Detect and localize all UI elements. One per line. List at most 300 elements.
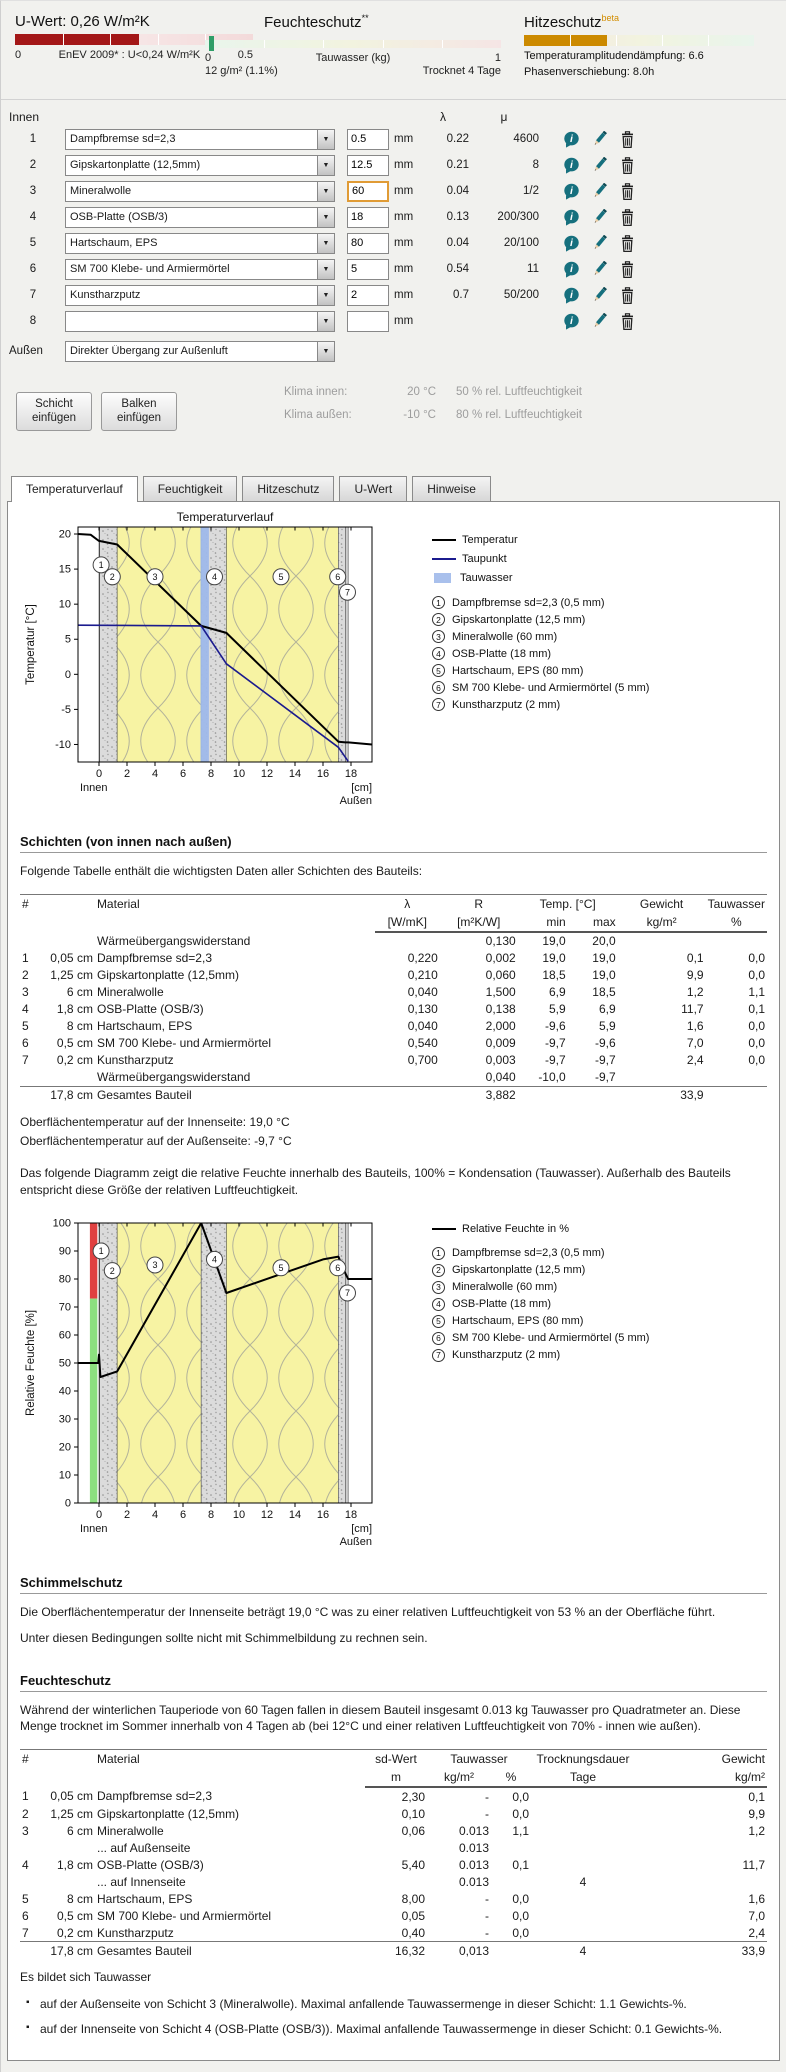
info-icon[interactable] bbox=[557, 157, 585, 174]
chevron-down-icon[interactable]: ▼ bbox=[317, 286, 334, 305]
svg-text:2: 2 bbox=[109, 1265, 115, 1276]
svg-text:30: 30 bbox=[58, 1413, 71, 1426]
layer-label-item bbox=[432, 630, 649, 643]
cell: 33,9 bbox=[618, 1086, 706, 1104]
legend-item bbox=[432, 553, 649, 565]
chevron-down-icon[interactable]: ▼ bbox=[317, 156, 334, 175]
thickness-input[interactable] bbox=[347, 311, 389, 332]
cell: Mineralwolle bbox=[97, 1823, 164, 1838]
cell bbox=[491, 1942, 531, 1960]
cell bbox=[365, 1839, 427, 1856]
layer-number-badge: 6 bbox=[432, 681, 445, 694]
cell: Wärmeübergangswiderstand bbox=[96, 933, 251, 948]
cell: 8 cm bbox=[66, 1019, 93, 1034]
layer-number-badge: 1 bbox=[432, 596, 445, 609]
table-row bbox=[20, 1822, 767, 1839]
cell: Dampfbremse sd=2,3 bbox=[96, 951, 212, 966]
cell: 0,0 bbox=[512, 1908, 529, 1923]
material-select[interactable] bbox=[65, 259, 335, 280]
table-head bbox=[20, 894, 767, 932]
cell: ... auf Innenseite bbox=[97, 1874, 186, 1889]
cell bbox=[531, 1890, 635, 1907]
layer-label: Hartschaum, EPS (80 mm) bbox=[452, 664, 584, 677]
svg-text:90: 90 bbox=[58, 1245, 71, 1258]
tab-feuchtigkeit[interactable]: Feuchtigkeit bbox=[143, 476, 238, 501]
cell bbox=[531, 1787, 635, 1805]
feucht-scale-label: Tauwasser (kg) bbox=[315, 52, 391, 64]
svg-text:Temperatur [°C]: Temperatur [°C] bbox=[25, 604, 37, 685]
svg-text:Innen: Innen bbox=[80, 782, 108, 794]
layer-label-item bbox=[432, 1315, 649, 1328]
chevron-down-icon[interactable]: ▼ bbox=[317, 312, 334, 331]
svg-text:-10: -10 bbox=[55, 738, 71, 751]
svg-text:i: i bbox=[569, 288, 573, 301]
cell: 0,138 bbox=[485, 1002, 516, 1017]
cell: 16,32 bbox=[365, 1942, 427, 1960]
layer-label: Gipskartonplatte (12,5 mm) bbox=[452, 1264, 586, 1277]
tauwasser-bullet: ▪ auf der Außenseite von Schicht 3 (Mineralwolle). Maximal anfallende Tauwassermenge in dieser Schicht: 1.1 Gewichts-%. bbox=[26, 1996, 767, 2013]
layer-number: 4 bbox=[29, 211, 37, 223]
table-row bbox=[20, 1069, 767, 1087]
cell: 0.013 bbox=[458, 1857, 489, 1872]
column-header: Material bbox=[97, 1752, 140, 1767]
cell bbox=[635, 1873, 767, 1890]
pencil-icon[interactable] bbox=[585, 183, 613, 200]
cell: Dampfbremse sd=2,3 bbox=[97, 1789, 213, 1804]
cell: Gesamtes Bauteil bbox=[95, 1942, 365, 1960]
result-panel bbox=[7, 501, 780, 2061]
layer-label: Gipskartonplatte (12,5 mm) bbox=[452, 613, 586, 626]
temperature-chart-block bbox=[20, 510, 767, 808]
cell: 0,05 cm bbox=[50, 951, 93, 966]
editor-header-row bbox=[1, 108, 786, 126]
cell: 17,8 cm bbox=[40, 1942, 95, 1960]
aussen-select-value: Direkter Übergang zur Außenluft bbox=[70, 345, 228, 357]
unit-label: mm bbox=[394, 289, 414, 301]
hitzeschutz-title: Hitzeschutz bbox=[524, 14, 602, 31]
layer-row bbox=[1, 232, 786, 254]
svg-text:100: 100 bbox=[52, 1217, 71, 1230]
cell: 1,1 bbox=[512, 1823, 529, 1838]
cell: 0,540 bbox=[407, 1036, 438, 1051]
unit-label: mm bbox=[394, 211, 414, 223]
add-layer-button[interactable]: Schicht einfügen bbox=[16, 392, 92, 431]
total-row bbox=[20, 1086, 767, 1104]
svg-text:Innen: Innen bbox=[80, 1522, 108, 1535]
trash-icon[interactable] bbox=[613, 131, 641, 148]
svg-text:i: i bbox=[569, 262, 573, 275]
humidity-chart bbox=[20, 1213, 390, 1549]
cell: SM 700 Klebe- und Armiermörtel bbox=[96, 1036, 272, 1051]
uwert-scale-min: 0 bbox=[15, 49, 22, 61]
hitzeschutz-gauge bbox=[524, 13, 754, 78]
hitzeschutz-beta-badge: beta bbox=[601, 13, 620, 23]
column-header: sd-Wert bbox=[375, 1752, 417, 1767]
cell: 6,9 bbox=[598, 1002, 616, 1017]
tab-u-wert[interactable]: U-Wert bbox=[339, 476, 407, 501]
table-row bbox=[20, 967, 767, 984]
chevron-down-icon[interactable]: ▼ bbox=[317, 342, 334, 361]
svg-text:10: 10 bbox=[58, 1469, 71, 1482]
table-body bbox=[20, 1787, 767, 1959]
info-icon[interactable] bbox=[557, 235, 585, 252]
cell bbox=[40, 932, 95, 950]
chevron-down-icon[interactable]: ▼ bbox=[317, 234, 334, 253]
layer-label-item bbox=[432, 664, 649, 677]
layer-label-item bbox=[432, 613, 649, 626]
trash-icon[interactable] bbox=[613, 157, 641, 174]
material-select-value: Gipskartonplatte (12,5mm) bbox=[70, 159, 201, 171]
layer-label-item bbox=[432, 1264, 649, 1277]
svg-text:4: 4 bbox=[151, 1508, 159, 1521]
cell bbox=[618, 1069, 706, 1087]
layer-number: 8 bbox=[29, 315, 37, 327]
material-select[interactable] bbox=[65, 129, 335, 150]
layer-number-badge: 4 bbox=[432, 647, 445, 660]
cell: 1,8 cm bbox=[56, 1002, 93, 1017]
cell: 2 bbox=[22, 968, 29, 983]
cell: -9,6 bbox=[594, 1036, 616, 1051]
layer-label: OSB-Platte (18 mm) bbox=[452, 1298, 552, 1311]
cell: 0,2 cm bbox=[56, 1053, 93, 1068]
uwert-title: U-Wert: 0,26 W/m²K bbox=[15, 13, 150, 30]
trash-icon[interactable] bbox=[613, 287, 641, 304]
layer-number-badge: 1 bbox=[432, 1247, 445, 1260]
uwert-scale-max: 0.5 bbox=[237, 49, 253, 61]
material-select-value: Mineralwolle bbox=[70, 185, 132, 197]
cell: 0,0 bbox=[512, 1789, 529, 1804]
tauwasser-band bbox=[201, 527, 209, 762]
table-row bbox=[20, 1890, 767, 1907]
info-icon[interactable] bbox=[557, 287, 585, 304]
feuchteschutz-heading: Feuchteschutz bbox=[20, 1673, 767, 1692]
feuchteschutz-table bbox=[20, 1749, 767, 1959]
cell: 19,0 bbox=[542, 934, 566, 949]
svg-text:4: 4 bbox=[211, 1254, 218, 1265]
svg-text:-5: -5 bbox=[61, 703, 71, 716]
cell: - bbox=[485, 1806, 489, 1821]
layer-number-badge: 3 bbox=[432, 630, 445, 643]
tab-hinweise[interactable]: Hinweise bbox=[412, 476, 491, 501]
table-row bbox=[20, 1924, 767, 1942]
cell: 2,4 bbox=[748, 1925, 765, 1940]
cell bbox=[568, 1086, 618, 1104]
pencil-icon[interactable] bbox=[585, 209, 613, 226]
legend-label: Temperatur bbox=[462, 534, 518, 546]
result-tabs bbox=[1, 476, 786, 501]
cell: 0,0 bbox=[748, 1036, 765, 1051]
svg-text:1: 1 bbox=[98, 1246, 104, 1257]
lambda-value: 0.21 bbox=[446, 159, 469, 171]
layer-number-badge: 7 bbox=[432, 698, 445, 711]
cell bbox=[20, 1942, 40, 1960]
thickness-input[interactable] bbox=[347, 181, 389, 202]
column-header: Trocknungsdauer bbox=[536, 1752, 630, 1767]
layer-label: Hartschaum, EPS (80 mm) bbox=[452, 1315, 584, 1328]
schimmelschutz-p1: Die Oberflächentemperatur der Innenseite beträgt 19,0 °C was zu einer relativen Luftfeuchtigkeit von 53 % an der Oberfläche führt. bbox=[20, 1604, 716, 1619]
layer-label-item bbox=[432, 698, 649, 711]
material-select[interactable] bbox=[65, 181, 335, 202]
cell: OSB-Platte (OSB/3) bbox=[96, 1002, 204, 1017]
cell: 0,0 bbox=[512, 1925, 529, 1940]
aussen-select[interactable] bbox=[65, 341, 335, 362]
info-icon[interactable] bbox=[557, 313, 585, 330]
column-header: % bbox=[706, 913, 767, 932]
column-header: R bbox=[474, 896, 484, 911]
cell: 11,7 bbox=[681, 1002, 704, 1017]
add-beam-button[interactable]: Balken einfügen bbox=[101, 392, 177, 431]
cell: 0,040 bbox=[407, 985, 438, 1000]
trash-icon[interactable] bbox=[613, 313, 641, 330]
material-select[interactable] bbox=[65, 155, 335, 176]
schichten-table bbox=[20, 894, 767, 1104]
pencil-icon[interactable] bbox=[585, 287, 613, 304]
cell bbox=[518, 1086, 568, 1104]
cell: 0,0 bbox=[512, 1806, 529, 1821]
cell: 1 bbox=[22, 951, 29, 966]
cell: 0,05 cm bbox=[50, 1789, 93, 1804]
pencil-icon[interactable] bbox=[585, 131, 613, 148]
material-select[interactable] bbox=[65, 233, 335, 254]
svg-text:2: 2 bbox=[123, 1508, 131, 1521]
svg-text:0: 0 bbox=[64, 668, 71, 681]
material-select-value: Hartschaum, EPS bbox=[70, 237, 158, 249]
mu-value: 1/2 bbox=[523, 185, 539, 197]
cell: Hartschaum, EPS bbox=[96, 1019, 193, 1034]
info-icon[interactable] bbox=[557, 183, 585, 200]
cell: 1,2 bbox=[748, 1823, 765, 1838]
layer-number-badge: 4 bbox=[432, 1298, 445, 1311]
humidity-chart-block bbox=[20, 1213, 767, 1549]
cell: 11,7 bbox=[742, 1857, 765, 1872]
svg-text:80: 80 bbox=[58, 1273, 71, 1286]
chevron-down-icon[interactable]: ▼ bbox=[317, 208, 334, 227]
thickness-input[interactable] bbox=[347, 129, 389, 150]
cell: 8,00 bbox=[401, 1891, 425, 1906]
info-icon[interactable] bbox=[557, 131, 585, 148]
pencil-icon[interactable] bbox=[585, 313, 613, 330]
thickness-input[interactable] bbox=[347, 233, 389, 254]
svg-text:14: 14 bbox=[288, 1508, 302, 1521]
cell: 6 bbox=[22, 1036, 29, 1051]
feuchteschutz-footnote-marker: ** bbox=[361, 13, 369, 23]
pencil-icon[interactable] bbox=[585, 157, 613, 174]
svg-text:14: 14 bbox=[288, 768, 302, 780]
cell: 7 bbox=[22, 1053, 29, 1068]
cell: 0.013 bbox=[458, 1840, 489, 1855]
svg-text:5: 5 bbox=[278, 572, 284, 583]
column-header: Tauwasser bbox=[450, 1752, 508, 1767]
column-header bbox=[40, 1750, 95, 1788]
cell: - bbox=[485, 1925, 489, 1940]
layer-label: Mineralwolle (60 mm) bbox=[452, 630, 558, 643]
cell: 4 bbox=[22, 1857, 29, 1872]
trash-icon[interactable] bbox=[613, 261, 641, 278]
legend-label: Taupunkt bbox=[462, 553, 507, 565]
schichten-heading: Schichten (von innen nach außen) bbox=[20, 834, 767, 853]
table-row bbox=[20, 932, 767, 950]
cell: 1,1 bbox=[748, 985, 765, 1000]
cell: Hartschaum, EPS bbox=[97, 1891, 193, 1906]
thickness-input[interactable] bbox=[347, 259, 389, 280]
cell: 8 cm bbox=[66, 1891, 93, 1906]
table-row bbox=[20, 1856, 767, 1873]
cell: -9,7 bbox=[544, 1053, 566, 1068]
cell bbox=[491, 1839, 531, 1856]
aussen-row bbox=[1, 340, 786, 362]
svg-text:i: i bbox=[569, 158, 573, 171]
legend-rect-swatch bbox=[434, 573, 451, 583]
cell bbox=[20, 1086, 40, 1104]
layer-label-item bbox=[432, 681, 649, 694]
lambda-value: 0.22 bbox=[446, 133, 469, 145]
thickness-input[interactable] bbox=[347, 285, 389, 306]
pencil-icon[interactable] bbox=[585, 261, 613, 278]
svg-text:5: 5 bbox=[278, 1262, 284, 1273]
cell: 0,009 bbox=[485, 1036, 516, 1051]
info-icon[interactable] bbox=[557, 261, 585, 278]
layer-label: Kunstharzputz (2 mm) bbox=[452, 698, 561, 711]
humidity-chart-legend bbox=[432, 1223, 649, 1549]
aussen-label: Außen bbox=[9, 345, 43, 357]
cell: 5,9 bbox=[548, 1002, 566, 1017]
schimmelschutz-p2: Unter diesen Bedingungen sollte nicht mit Schimmelbildung zu rechnen sein. bbox=[20, 1630, 428, 1645]
cell: 2,30 bbox=[401, 1789, 425, 1804]
svg-text:2: 2 bbox=[123, 768, 131, 780]
cell: 5 bbox=[22, 1891, 29, 1906]
cell bbox=[40, 1873, 95, 1890]
material-select[interactable] bbox=[65, 285, 335, 306]
svg-text:12: 12 bbox=[260, 1508, 274, 1521]
cell: 2,000 bbox=[485, 1019, 516, 1034]
temperature-chart-legend bbox=[432, 534, 649, 808]
cell bbox=[706, 1086, 767, 1104]
table-row bbox=[20, 984, 767, 1001]
layer-label-item bbox=[432, 1247, 649, 1260]
column-header: # bbox=[22, 1752, 29, 1767]
column-header: Gewicht bbox=[721, 1752, 765, 1767]
cell: 33,9 bbox=[635, 1942, 767, 1960]
cell: 1,2 bbox=[686, 985, 704, 1000]
cell bbox=[531, 1822, 635, 1839]
cell bbox=[40, 1839, 95, 1856]
legend-item bbox=[432, 1223, 649, 1235]
trash-icon[interactable] bbox=[613, 235, 641, 252]
lambda-value: 0.13 bbox=[446, 211, 469, 223]
thickness-input[interactable] bbox=[347, 207, 389, 228]
pencil-icon[interactable] bbox=[585, 235, 613, 252]
unit-label: mm bbox=[394, 263, 414, 275]
cell: ... auf Außenseite bbox=[97, 1840, 191, 1855]
cell: 6 cm bbox=[66, 1823, 93, 1838]
chevron-down-icon[interactable]: ▼ bbox=[317, 182, 334, 201]
svg-text:12: 12 bbox=[260, 768, 274, 780]
layer-number: 3 bbox=[29, 185, 37, 197]
trash-icon[interactable] bbox=[613, 209, 641, 226]
svg-text:0: 0 bbox=[95, 1508, 103, 1521]
tab-hitzeschutz[interactable]: Hitzeschutz bbox=[242, 476, 334, 501]
svg-text:Außen: Außen bbox=[339, 1535, 372, 1548]
cell: 0.013 bbox=[458, 1823, 489, 1838]
svg-text:7: 7 bbox=[344, 587, 351, 598]
feucht-scale-min: 0 bbox=[205, 52, 212, 64]
uwert-scale-target: EnEV 2009* : U<0,24 W/m²K bbox=[58, 49, 201, 61]
material-select[interactable] bbox=[65, 311, 335, 332]
feuchteschutz-title: Feuchteschutz bbox=[264, 14, 362, 31]
actions-area bbox=[1, 384, 786, 462]
table-row bbox=[20, 1907, 767, 1924]
trash-icon[interactable] bbox=[613, 183, 641, 200]
chevron-down-icon[interactable]: ▼ bbox=[317, 130, 334, 149]
cell: 0,06 bbox=[401, 1823, 425, 1838]
cell: 0,1 bbox=[512, 1857, 529, 1872]
cell: Mineralwolle bbox=[96, 985, 164, 1000]
cell: 0,05 bbox=[401, 1908, 425, 1923]
cell: 3 bbox=[22, 985, 29, 1000]
layer-label: Mineralwolle (60 mm) bbox=[452, 1281, 558, 1294]
schichten-intro: Folgende Tabelle enthält die wichtigsten Daten aller Schichten des Bauteils: bbox=[20, 864, 423, 878]
cell: 1,6 bbox=[686, 1019, 704, 1034]
layer-row bbox=[1, 180, 786, 202]
column-header: Gewicht bbox=[639, 896, 684, 911]
svg-text:50: 50 bbox=[58, 1357, 71, 1370]
cell: Wärmeübergangswiderstand bbox=[96, 1070, 251, 1085]
schimmelschutz-heading: Schimmelschutz bbox=[20, 1575, 767, 1594]
klima-innen-humidity: 50 % rel. Luftfeuchtigkeit bbox=[456, 386, 582, 398]
tauwasser-intro: Es bildet sich Tauwasser bbox=[20, 1970, 152, 1985]
cell: 0,0 bbox=[512, 1891, 529, 1906]
cell: 6 bbox=[22, 1908, 29, 1923]
column-header: kg/m² bbox=[635, 1768, 767, 1787]
cell: Kunstharzputz bbox=[97, 1925, 174, 1940]
info-icon[interactable] bbox=[557, 209, 585, 226]
layers-editor bbox=[1, 100, 786, 362]
tab-temperaturverlauf[interactable]: Temperaturverlauf bbox=[11, 476, 138, 502]
unit-label: mm bbox=[394, 133, 414, 145]
cell: 9,9 bbox=[686, 968, 704, 983]
chevron-down-icon[interactable]: ▼ bbox=[317, 260, 334, 279]
feuchteschutz-bar bbox=[205, 40, 501, 48]
hitzeschutz-bar bbox=[524, 35, 754, 46]
surface-temp-inner: Oberflächentemperatur auf der Innenseite: 19,0 °C bbox=[20, 1114, 290, 1129]
cell: 0,130 bbox=[485, 934, 516, 949]
thickness-input[interactable] bbox=[347, 155, 389, 176]
feuchteschutz-p1: Während der winterlichen Tauperiode von 60 Tagen fallen in diesem Bauteil insgesamt 0.013 kg Tauwasser pro Quadratmeter an. Diese Menge trocknet im Sommer innerhalb von 4 Tagen ab (bei 12°C und einer relativen Luftfeuchtigkeit von 70% - innen wie außen). bbox=[20, 1702, 741, 1734]
layer-label-item bbox=[432, 1332, 649, 1345]
mu-value: 8 bbox=[532, 159, 539, 171]
cell: Gesamtes Bauteil bbox=[95, 1086, 375, 1104]
mu-value: 11 bbox=[527, 263, 539, 275]
legend-item bbox=[432, 572, 649, 584]
cell bbox=[531, 1924, 635, 1942]
unit-label: mm bbox=[394, 237, 414, 249]
cell: 4 bbox=[531, 1942, 635, 1960]
cell: 0,5 cm bbox=[56, 1036, 93, 1051]
lambda-value: 0.04 bbox=[446, 185, 469, 197]
column-header: kg/m² bbox=[427, 1768, 491, 1787]
svg-text:5: 5 bbox=[64, 633, 71, 646]
unit-label: mm bbox=[394, 185, 414, 197]
wall-cross-section bbox=[99, 1223, 351, 1503]
cell: 0,0 bbox=[748, 1019, 765, 1034]
surface-risk-indicator bbox=[90, 1299, 97, 1503]
svg-text:[cm]: [cm] bbox=[351, 782, 372, 794]
table-row bbox=[20, 1001, 767, 1018]
cell: 9,9 bbox=[748, 1806, 765, 1821]
cell: 4 bbox=[22, 1002, 29, 1017]
cell bbox=[531, 1805, 635, 1822]
material-select[interactable] bbox=[65, 207, 335, 228]
